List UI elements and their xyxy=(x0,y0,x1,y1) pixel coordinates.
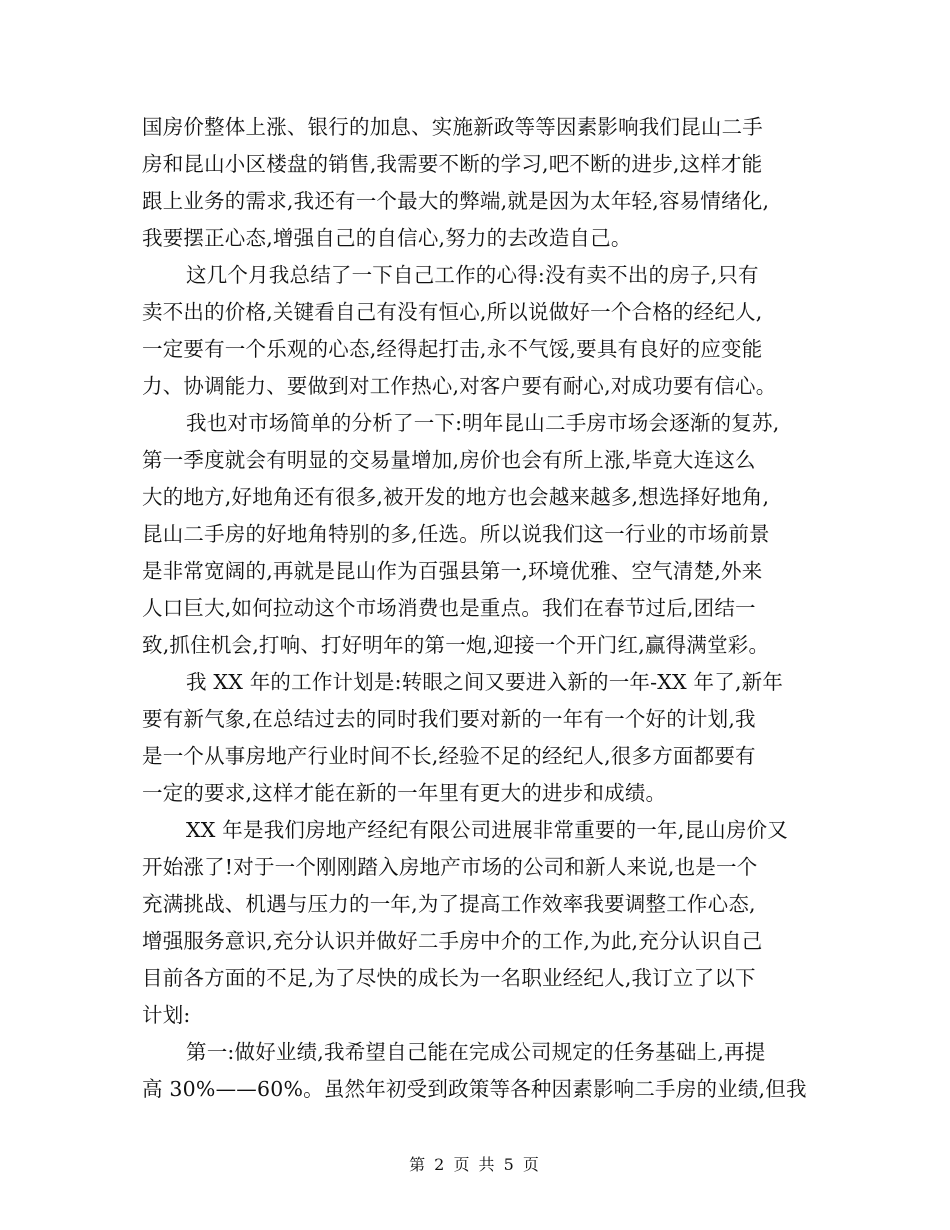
body-line: 这几个月我总结了一下自己工作的心得:没有卖不出的房子,只有 xyxy=(186,263,759,287)
body-line: 高 30%——60%。虽然年初受到政策等各种因素影响二手房的业绩,但我 xyxy=(142,1077,807,1101)
body-line: 充满挑战、机遇与压力的一年,为了提高工作效率我要调整工作心态, xyxy=(142,892,756,916)
body-line: 是非常宽阔的,再就是昆山作为百强县第一,环境优雅、空气清楚,外来 xyxy=(142,559,763,583)
body-line: 计划: xyxy=(142,1003,191,1027)
body-line: XX 年是我们房地产经纪有限公司进展非常重要的一年,昆山房价又 xyxy=(186,818,788,842)
body-line: 卖不出的价格,关键看自己有没有恒心,所以说做好一个合格的经纪人, xyxy=(142,300,763,324)
body-line: 第一:做好业绩,我希望自己能在完成公司规定的任务基础上,再提 xyxy=(186,1040,766,1064)
body-line: 开始涨了!对于一个刚刚踏入房地产市场的公司和新人来说,也是一个 xyxy=(142,855,758,879)
body-line: 力、协调能力、要做到对工作热心,对客户要有耐心,对成功要有信心。 xyxy=(142,374,777,398)
body-line: 增强服务意识,充分认识并做好二手房中介的工作,为此,充分认识自己 xyxy=(142,929,763,953)
body-line: 第一季度就会有明显的交易量增加,房价也会有所上涨,毕竟大连这么 xyxy=(142,448,756,472)
body-line: 是一个从事房地产行业时间不长,经验不足的经纪人,很多方面都要有 xyxy=(142,744,756,768)
body-line: 我也对市场简单的分析了一下:明年昆山二手房市场会逐渐的复苏, xyxy=(186,411,780,435)
body-line: 大的地方,好地角还有很多,被开发的地方也会越来越多,想选择好地角, xyxy=(142,485,770,509)
page-number-footer: 第 2 页 共 5 页 xyxy=(409,1155,541,1174)
body-line: 昆山二手房的好地角特别的多,任选。所以说我们这一行业的市场前景 xyxy=(142,522,770,546)
body-line: 我 XX 年的工作计划是:转眼之间又要进入新的一年-XX 年了,新年 xyxy=(186,670,784,694)
body-line: 房和昆山小区楼盘的销售,我需要不断的学习,吧不断的进步,这样才能 xyxy=(142,152,763,176)
body-line: 要有新气象,在总结过去的同时我们要对新的一年有一个好的计划,我 xyxy=(142,707,756,731)
body-line: 目前各方面的不足,为了尽快的成长为一名职业经纪人,我订立了以下 xyxy=(142,966,756,990)
body-line: 国房价整体上涨、银行的加息、实施新政等等因素影响我们昆山二手 xyxy=(142,115,763,139)
body-line: 致,抓住机会,打响、打好明年的第一炮,迎接一个开门红,赢得满堂彩。 xyxy=(142,633,770,657)
body-line: 一定要有一个乐观的心态,经得起打击,永不气馁,要具有良好的应变能 xyxy=(142,337,763,361)
body-line: 跟上业务的需求,我还有一个最大的弊端,就是因为太年轻,容易情绪化, xyxy=(142,189,770,213)
body-line: 我要摆正心态,增强自己的自信心,努力的去改造自己。 xyxy=(142,226,632,250)
body-line: 人口巨大,如何拉动这个市场消费也是重点。我们在春节过后,团结一 xyxy=(142,596,756,620)
body-line: 一定的要求,这样才能在新的一年里有更大的进步和成绩。 xyxy=(142,781,667,805)
